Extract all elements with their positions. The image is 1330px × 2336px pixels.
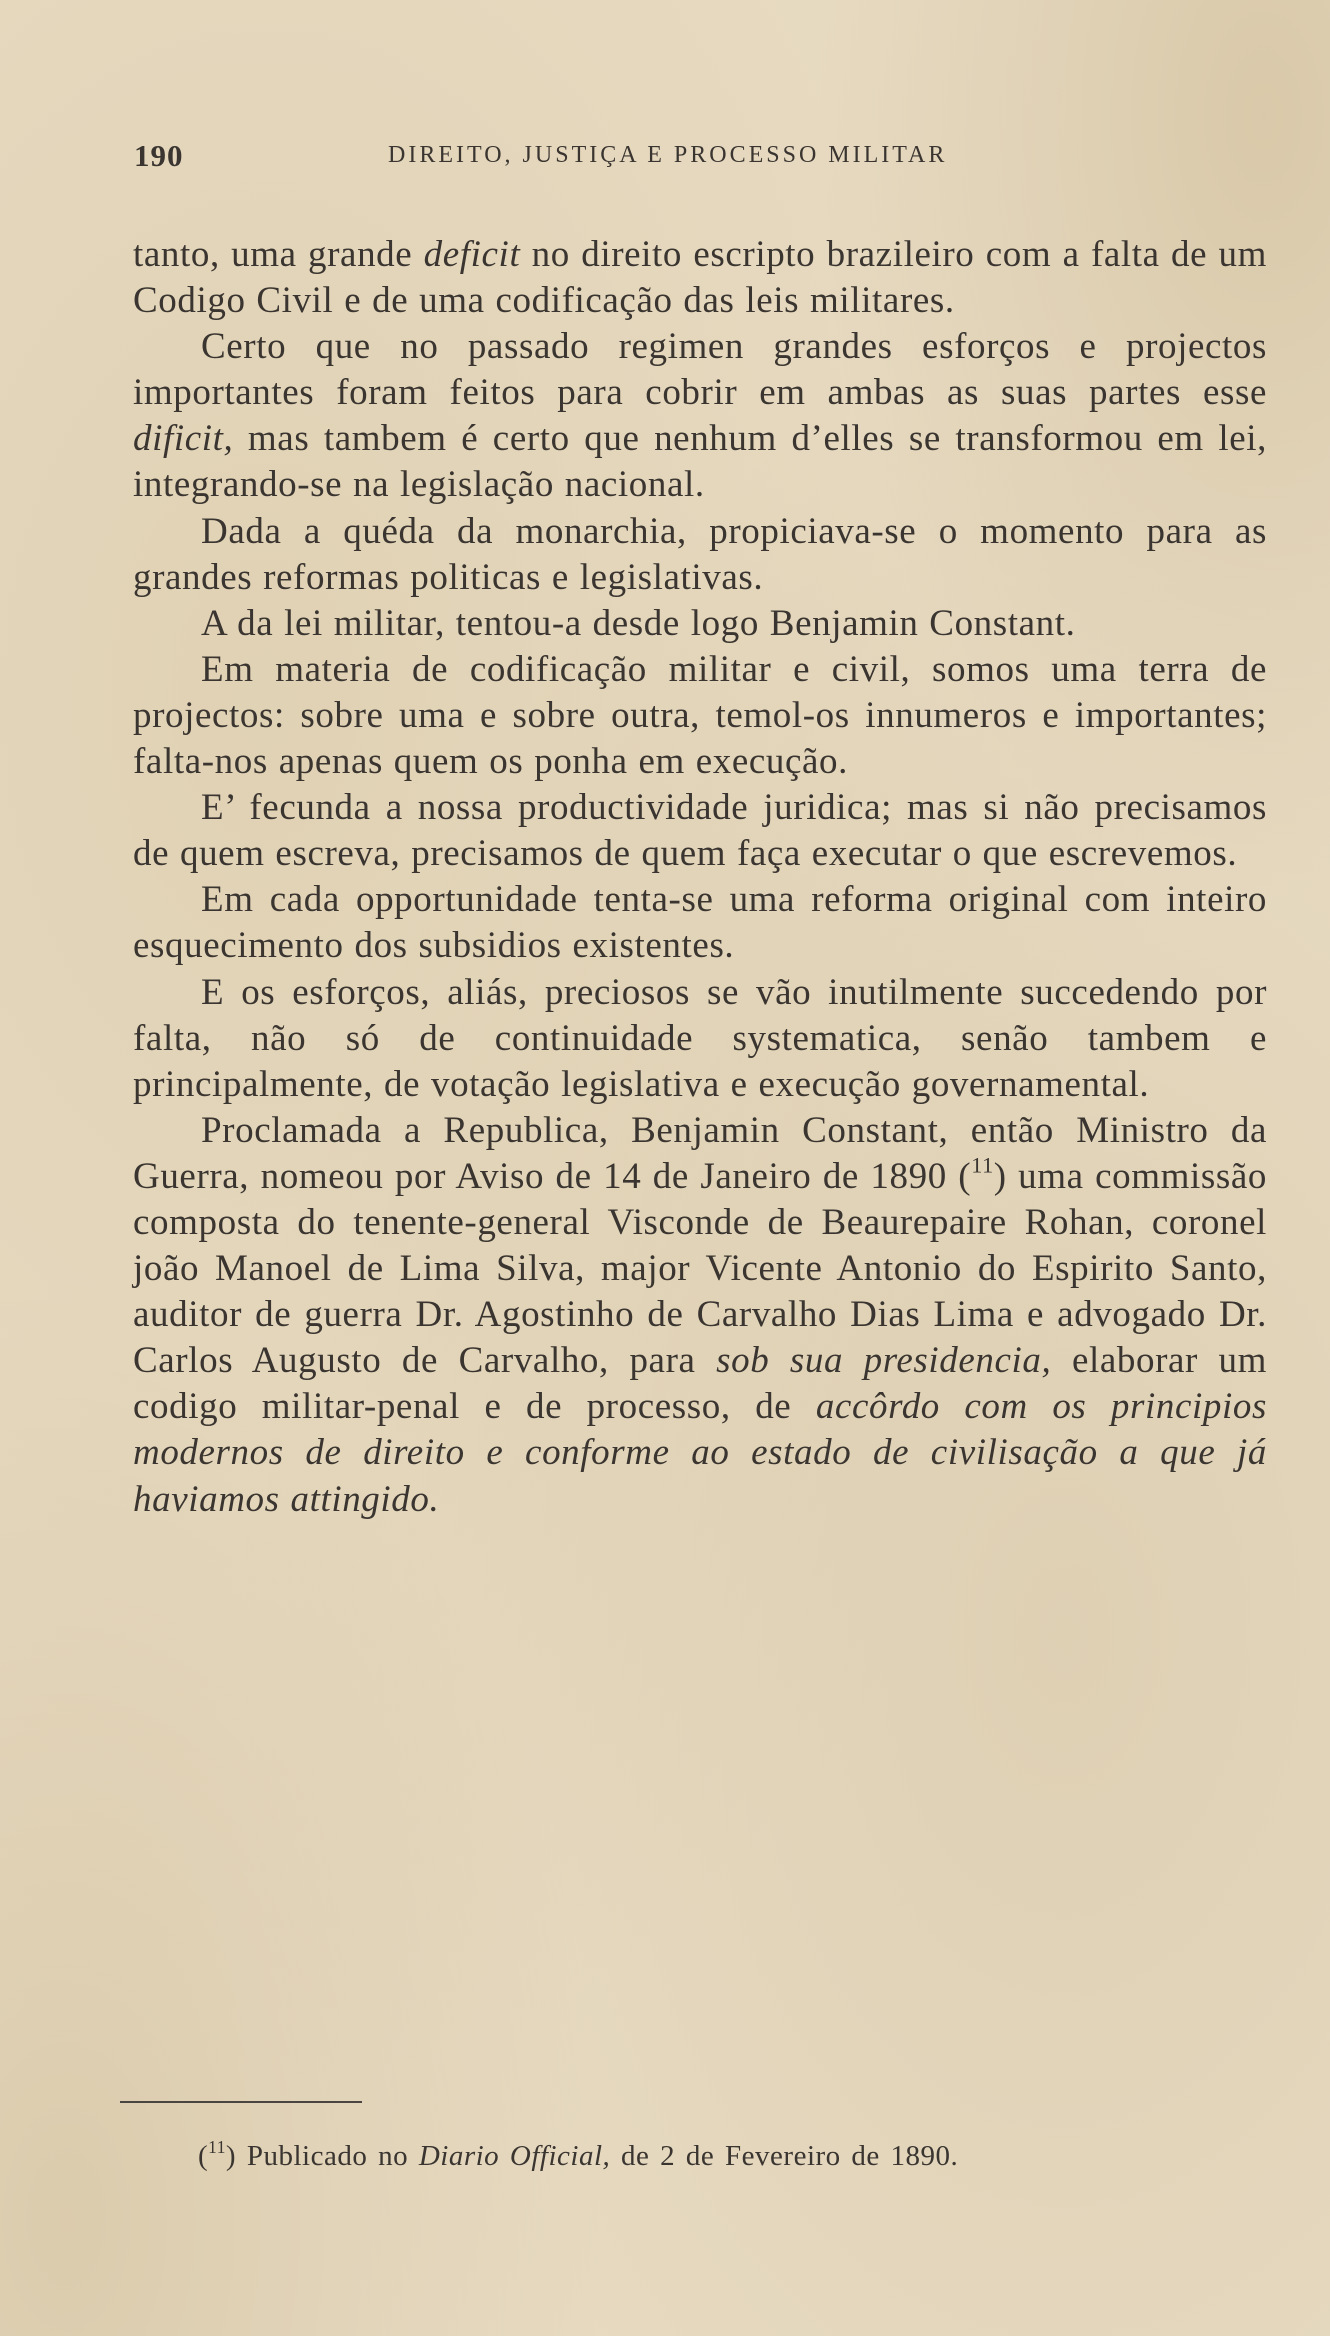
paragraph-9-italic-1: sob sua presidencia, xyxy=(716,1340,1052,1382)
paragraph-2-text: Certo que no passado regimen grandes esforços e projectos importantes foram feitos para cobrir em ambas as suas partes esse xyxy=(133,326,1267,414)
paragraph-9 xyxy=(133,1108,1267,1523)
paragraph-3: Dada a quéda da monarchia, propiciava-se o momento para as grandes reformas politicas e legislativas. xyxy=(133,510,1267,598)
footnote xyxy=(198,2136,1278,2173)
paragraph-9-text: Proclamada a Republica, Benjamin Constant, então Ministro da Guerra, nomeou por Aviso de 14 de Janeiro de 1890 ( xyxy=(133,1109,1267,1197)
body-text xyxy=(133,232,1267,1523)
page-number: 190 xyxy=(134,138,184,173)
footnote-reference: 11 xyxy=(971,1152,994,1178)
footnote-close-paren: ) xyxy=(225,2140,237,2172)
paragraph-1-rest: no direito escripto brazileiro com a falta de um Codigo Civil e de uma codificação das leis militares. xyxy=(133,234,1267,322)
footnote-divider xyxy=(120,2101,362,2103)
paragraph-7: Em cada opportunidade tenta-se uma reforma original com inteiro esquecimento dos subsidios existentes. xyxy=(133,879,1267,967)
footnote-open-paren: ( xyxy=(198,2140,209,2172)
footnote-italic: Diario Official, xyxy=(418,2140,611,2172)
paragraph-1 xyxy=(133,232,1267,324)
paragraph-8: E os esforços, aliás, preciosos se vão inutilmente succedendo por falta, não só de continuidade systematica, senão tambem e principalmente, de votação legislativa e execução governamental. xyxy=(133,971,1267,1105)
footnote-marker: 11 xyxy=(208,2136,226,2157)
footnote-text-before: Publicado no xyxy=(236,2140,419,2172)
paragraph-1-text: tanto, uma grande xyxy=(133,234,424,275)
paragraph-9-italic-2: accôrdo com os principios modernos de direito e conforme ao estado de civilisação a que já haviamos attingido. xyxy=(133,1386,1267,1520)
footnote-text-after: de 2 de Fevereiro de 1890. xyxy=(610,2140,959,2172)
paragraph-1-italic: deficit xyxy=(423,234,521,275)
paragraph-6: E’ fecunda a nossa productividade juridica; mas si não precisamos de quem escreva, precisamos de quem faça executar o que escrevemos. xyxy=(133,787,1267,875)
paragraph-5: Em materia de codificação militar e civil, somos uma terra de projectos: sobre uma e sobre outra, temol-os innumeros e importantes; falta-nos apenas quem os ponha em execução. xyxy=(133,648,1267,783)
paragraph-2-rest: mas tambem é certo que nenhum d’elles se transformou em lei, integrando-se na legislação nacional. xyxy=(133,418,1267,506)
paragraph-9-mid-2: elaborar um codigo militar-penal e de processo, de xyxy=(133,1340,1267,1428)
running-header xyxy=(134,138,1194,178)
paragraph-2 xyxy=(133,324,1267,508)
paragraph-9-mid: ) uma commissão composta do tenente-general Visconde de Beaurepaire Rohan, coronel joão Manoel de Lima Silva, major Vicente Antonio do Espirito Santo, auditor de guerra Dr. Agostinho de Carvalho Dias Lima e advogado Dr. Carlos Augusto de Carvalho, para xyxy=(133,1155,1268,1382)
running-title: DIREITO, JUSTIÇA E PROCESSO MILITAR xyxy=(388,142,948,168)
paragraph-2-italic: dificit, xyxy=(133,418,234,460)
paragraph-4: A da lei militar, tentou-a desde logo Benjamin Constant. xyxy=(201,602,1076,644)
